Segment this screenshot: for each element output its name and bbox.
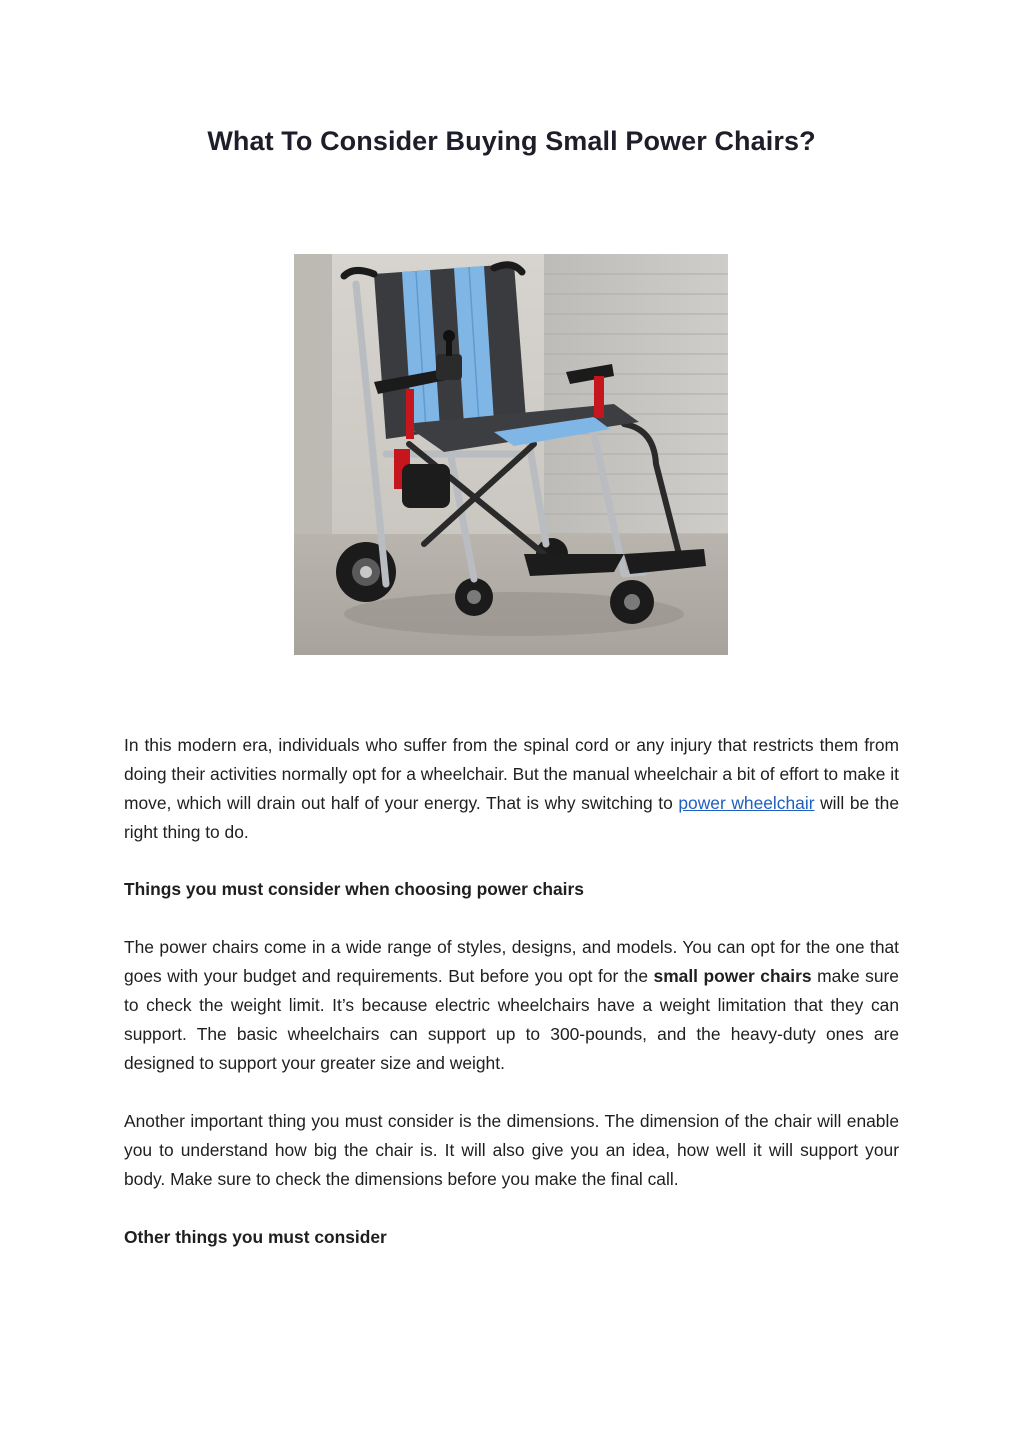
power-wheelchair-link[interactable]: power wheelchair (678, 793, 815, 813)
weight-limit-paragraph (124, 933, 899, 1078)
intro-paragraph (124, 731, 899, 847)
intro-text-start: In this modern era, individuals who suffer from the spinal cord or any injury that restricts them from doing their activities normally opt for a wheelchair. But the manual wheelchair a bit of effort to make it move, which will drain out half of your energy. That is why switching to (124, 735, 899, 813)
section-heading-considerations: Things you must consider when choosing power chairs (124, 879, 584, 899)
section-heading-other: Other things you must consider (124, 1227, 387, 1247)
intro-text-end: will be the right thing to do. (124, 793, 899, 842)
wheelchair-image (294, 254, 728, 655)
weight-text-end: make sure to check the weight limit. It’s because electric wheelchairs have a weight limitation that they can support. The basic wheelchairs can support up to 300-pounds, and the heavy-duty ones are designed to support your greater size and weight. (124, 966, 899, 1073)
dimensions-paragraph: Another important thing you must consider is the dimensions. The dimension of the chair will enable you to understand how big the chair is. It will also give you an idea, how well it will support your body. Make sure to check the dimensions before you make the final call. (124, 1111, 899, 1189)
page-title: What To Consider Buying Small Power Chairs? (207, 126, 816, 156)
weight-text-start: The power chairs come in a wide range of styles, designs, and models. You can opt for the one that goes with your budget and requirements. But before you opt for the (124, 937, 899, 986)
small-power-chairs-emphasis: small power chairs (653, 966, 812, 986)
